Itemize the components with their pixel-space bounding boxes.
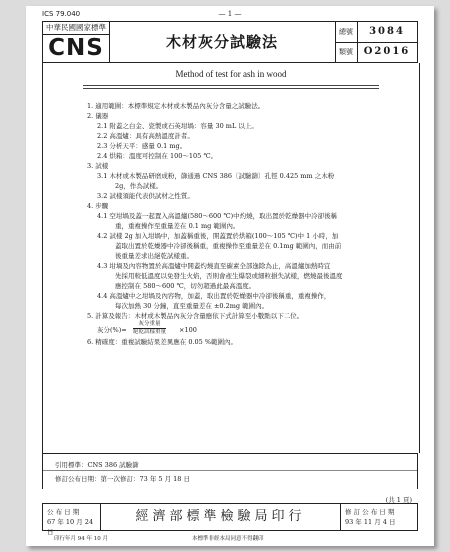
copyright-notice: 本標準非經本局同意不得翻印 bbox=[192, 536, 264, 542]
class-number-row bbox=[335, 42, 417, 62]
section-precision: 6. 精確度：重複試驗結果差異應在 0.05 %範圍內。 bbox=[87, 338, 238, 346]
section-apparatus: 2. 儀器 bbox=[87, 112, 109, 120]
revision-date-value: 93 年 11 月 4 日 bbox=[345, 518, 396, 526]
clause-4-2: 4.2 試樣 2g 加入坩堝中，加蓋稱重後，開蓋置於烘箱(100～105 ℃)中 1 小時，加 bbox=[97, 232, 339, 240]
clause-4-2-cont: 蓋取出置於乾燥器中冷卻後稱重，重複操作至重量差在 0.1mg 範圍內，而由前 bbox=[115, 242, 342, 250]
formula-left: 灰分(%)= bbox=[97, 326, 127, 334]
document-title: 木材灰分試驗法 bbox=[109, 22, 336, 62]
print-date: 印行年月 94 年 10 月 bbox=[54, 536, 108, 542]
standard-document-page bbox=[26, 6, 434, 546]
clause-4-3-cont: 先採用較低溫度以免發生火焰，否則會產生爆裂或細粒損失試樣，燃燒最後溫度 bbox=[115, 272, 343, 280]
formula-fraction bbox=[133, 321, 166, 336]
total-number-value: 3084 bbox=[369, 26, 405, 37]
document-content bbox=[87, 101, 387, 347]
total-number-row bbox=[335, 22, 417, 43]
ash-formula bbox=[87, 321, 387, 337]
reference-divider bbox=[43, 470, 417, 471]
clause-2-3: 2.3 分析天平：感量 0.1 mg。 bbox=[97, 142, 187, 150]
clause-4-2-cont2: 後重量差求出絕乾試樣重。 bbox=[115, 252, 193, 260]
section-specimen: 3. 試樣 bbox=[87, 162, 109, 170]
publish-date-cell bbox=[43, 504, 101, 536]
clause-2-2: 2.2 高溫爐：具有高熱溫度計者。 bbox=[97, 132, 194, 140]
english-title: Method of test for ash in wood bbox=[175, 69, 287, 79]
total-number-label: 總號 bbox=[335, 22, 358, 42]
publication-footer bbox=[42, 503, 418, 536]
ics-code: ICS 79.040 bbox=[42, 10, 81, 18]
section-scope: 1. 適用範圍：本標準規定木材或木製品內灰分含量之試驗法。 bbox=[87, 102, 265, 110]
clause-4-1: 4.1 空坩堝及蓋一起置入高溫爐(580～600 ℃)中灼燒，取出置於乾燥器中冷卻後稱 bbox=[97, 212, 338, 220]
cns-logo: CNS bbox=[43, 34, 110, 62]
clause-2-1: 2.1 附蓋之白金、瓷製或石英坩堝：容量 30 mL 以上。 bbox=[97, 122, 258, 130]
class-number-label: 類號 bbox=[335, 42, 358, 62]
formula-denominator: 絕乾試樣重量 bbox=[133, 329, 167, 335]
formula-multiplier: ×100 bbox=[179, 326, 197, 334]
section-procedure: 4. 步驟 bbox=[87, 202, 109, 210]
document-body bbox=[42, 63, 420, 453]
revision-date: 修訂公布日期：第一次修訂：73 年 5 月 18 日 bbox=[55, 475, 191, 483]
clause-3-1: 3.1 木材或木製品研磨成粉，篩通過 CNS 386〔試驗篩〕孔徑 0.425 mm 之木粉 bbox=[97, 172, 335, 180]
clause-4-3: 4.3 坩堝及內容物置於高溫爐中開蓋灼燒直至碳素全部逸除為止，高溫爐加熱時宜 bbox=[97, 262, 331, 270]
clause-2-4: 2.4 烘箱：溫度可控制在 100～105 ℃。 bbox=[97, 152, 218, 160]
publisher-name: 經濟部標準檢驗局印行 bbox=[101, 504, 341, 530]
clause-4-1-cont: 重，重複操作至重量差在 0.1 mg 範圍內。 bbox=[115, 222, 240, 230]
publish-date-value: 67 年 10 月 24 日 bbox=[47, 518, 94, 536]
clause-4-4-cont: 每次加熱 30 分鐘，直至重量差在 ±0.2mg 範圍內。 bbox=[115, 302, 269, 310]
revision-date-cell bbox=[341, 504, 417, 530]
formula-numerator: 灰分重量 bbox=[138, 321, 161, 327]
clause-4-4: 4.4 高溫爐中之坩堝及內容物，加蓋，取出置於乾燥器中冷卻後稱重，重複操作， bbox=[97, 292, 331, 300]
revision-date-label: 修 訂 公 布 日 期 bbox=[345, 508, 395, 516]
title-rule-top bbox=[83, 85, 379, 86]
title-rule-bottom bbox=[83, 88, 379, 89]
section-calculation: 5. 計算及報告：木材或木製品內灰分含量應依下式計算至小數點以下二位。 bbox=[87, 312, 304, 320]
reference-block bbox=[42, 453, 418, 489]
clause-3-2: 3.2 試樣須能代表供試材之性質。 bbox=[97, 192, 194, 200]
referenced-standards: 引用標準：CNS 386 試驗篩 bbox=[55, 461, 139, 469]
class-number-value: O2016 bbox=[363, 46, 411, 57]
clause-4-3-cont2: 應控制在 580～600 ℃，切勿超過此最高溫度。 bbox=[115, 282, 256, 290]
page-count: (共 1 頁) bbox=[385, 496, 412, 504]
clause-3-1-cont: 2g，作為試樣。 bbox=[115, 182, 163, 190]
org-label: 中華民國國家標準 bbox=[43, 22, 110, 35]
publish-date-label: 公 布 日 期 bbox=[47, 508, 80, 516]
page-number: — 1 — bbox=[218, 10, 242, 18]
document-header bbox=[42, 21, 418, 63]
